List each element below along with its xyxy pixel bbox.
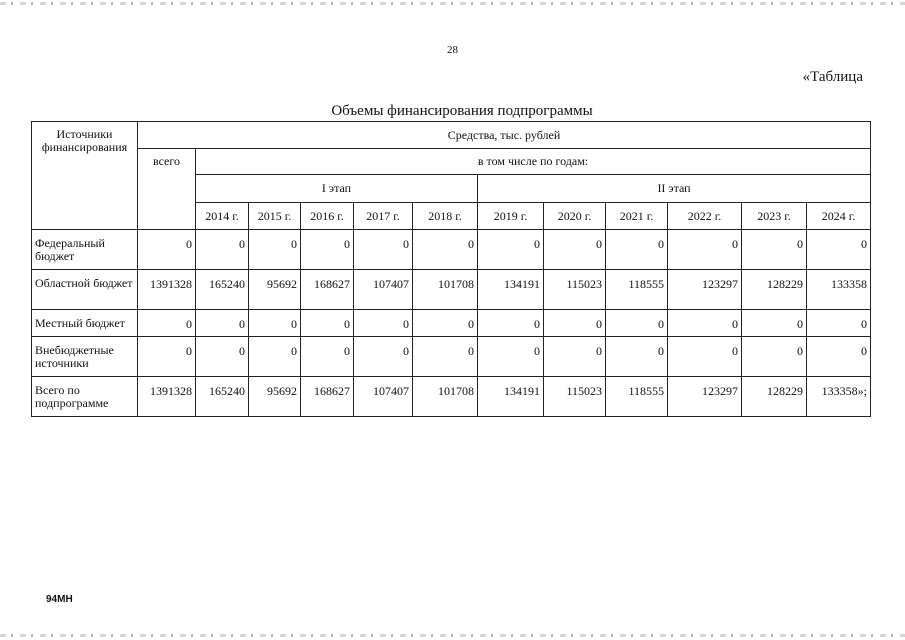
cell-year-value: 0	[544, 310, 606, 337]
cell-year-value: 0	[301, 310, 354, 337]
cell-year-value: 0	[742, 310, 807, 337]
cell-year-value: 0	[301, 230, 354, 270]
cell-total: 0	[138, 337, 196, 377]
cell-total: 0	[138, 230, 196, 270]
table-row	[32, 377, 871, 417]
cell-year-value: 0	[413, 337, 478, 377]
cell-year-value: 0	[478, 230, 544, 270]
cell-year-value: 165240	[196, 270, 249, 310]
cell-year-value: 107407	[354, 377, 413, 417]
cell-year-value: 0	[354, 230, 413, 270]
cell-year-value: 95692	[249, 377, 301, 417]
cell-year-value: 123297	[668, 377, 742, 417]
footer-code: 94МН	[46, 594, 73, 605]
page-number: 28	[447, 44, 458, 56]
cell-year-value: 0	[249, 337, 301, 377]
cell-year-value: 115023	[544, 270, 606, 310]
row-source: Местный бюджет	[32, 310, 138, 337]
cell-year-value: 0	[301, 337, 354, 377]
header-funds: Средства, тыс. рублей	[138, 122, 871, 149]
header-stage-2: II этап	[478, 175, 871, 203]
cell-year-value: 134191	[478, 270, 544, 310]
cell-year-value: 133358	[807, 270, 871, 310]
cell-year-value: 0	[249, 310, 301, 337]
header-year: 2023 г.	[742, 203, 807, 230]
cell-year-value: 95692	[249, 270, 301, 310]
cell-year-value: 0	[196, 310, 249, 337]
table-row	[32, 337, 871, 377]
table-row	[32, 270, 871, 310]
cell-year-value: 0	[668, 310, 742, 337]
header-year: 2020 г.	[544, 203, 606, 230]
cell-year-value: 0	[196, 230, 249, 270]
cell-year-value: 0	[413, 310, 478, 337]
cell-total: 1391328	[138, 377, 196, 417]
row-source: Всего по подпрограмме	[32, 377, 138, 417]
cell-year-value: 0	[354, 310, 413, 337]
cell-year-value: 123297	[668, 270, 742, 310]
header-year: 2016 г.	[301, 203, 354, 230]
header-stage-1: I этап	[196, 175, 478, 203]
header-by-years: в том числе по годам:	[196, 149, 871, 175]
cell-year-value: 0	[544, 337, 606, 377]
row-source: Внебюджетные источники	[32, 337, 138, 377]
financing-table	[31, 121, 871, 417]
scan-artifact-bottom	[0, 634, 905, 637]
cell-total: 1391328	[138, 270, 196, 310]
cell-year-value: 168627	[301, 270, 354, 310]
cell-year-value: 0	[196, 337, 249, 377]
cell-year-value: 168627	[301, 377, 354, 417]
header-year: 2017 г.	[354, 203, 413, 230]
cell-year-value: 0	[668, 230, 742, 270]
cell-year-value: 0	[742, 337, 807, 377]
cell-year-value: 101708	[413, 270, 478, 310]
cell-year-value: 133358»;	[807, 377, 871, 417]
header-year: 2024 г.	[807, 203, 871, 230]
table-label: «Таблица	[802, 69, 863, 85]
table-title: Объемы финансирования подпрограммы	[331, 103, 593, 119]
cell-year-value: 165240	[196, 377, 249, 417]
cell-year-value: 115023	[544, 377, 606, 417]
cell-year-value: 0	[606, 230, 668, 270]
cell-year-value: 118555	[606, 377, 668, 417]
cell-year-value: 0	[807, 337, 871, 377]
cell-total: 0	[138, 310, 196, 337]
cell-year-value: 128229	[742, 270, 807, 310]
header-year: 2015 г.	[249, 203, 301, 230]
cell-year-value: 0	[807, 310, 871, 337]
cell-year-value: 0	[606, 310, 668, 337]
header-year: 2021 г.	[606, 203, 668, 230]
header-year: 2014 г.	[196, 203, 249, 230]
cell-year-value: 0	[544, 230, 606, 270]
header-total: всего	[138, 149, 196, 230]
row-source: Областной бюджет	[32, 270, 138, 310]
cell-year-value: 0	[249, 230, 301, 270]
header-year: 2019 г.	[478, 203, 544, 230]
table-row	[32, 310, 871, 337]
table-row	[32, 230, 871, 270]
cell-year-value: 0	[354, 337, 413, 377]
cell-year-value: 118555	[606, 270, 668, 310]
cell-year-value: 0	[413, 230, 478, 270]
cell-year-value: 0	[742, 230, 807, 270]
header-year: 2022 г.	[668, 203, 742, 230]
scan-artifact-top	[0, 2, 905, 5]
cell-year-value: 101708	[413, 377, 478, 417]
cell-year-value: 0	[668, 337, 742, 377]
header-year: 2018 г.	[413, 203, 478, 230]
header-sources: Источники финансирования	[32, 122, 138, 230]
cell-year-value: 0	[478, 310, 544, 337]
cell-year-value: 134191	[478, 377, 544, 417]
cell-year-value: 0	[478, 337, 544, 377]
row-source: Федеральный бюджет	[32, 230, 138, 270]
cell-year-value: 128229	[742, 377, 807, 417]
cell-year-value: 0	[606, 337, 668, 377]
cell-year-value: 0	[807, 230, 871, 270]
cell-year-value: 107407	[354, 270, 413, 310]
